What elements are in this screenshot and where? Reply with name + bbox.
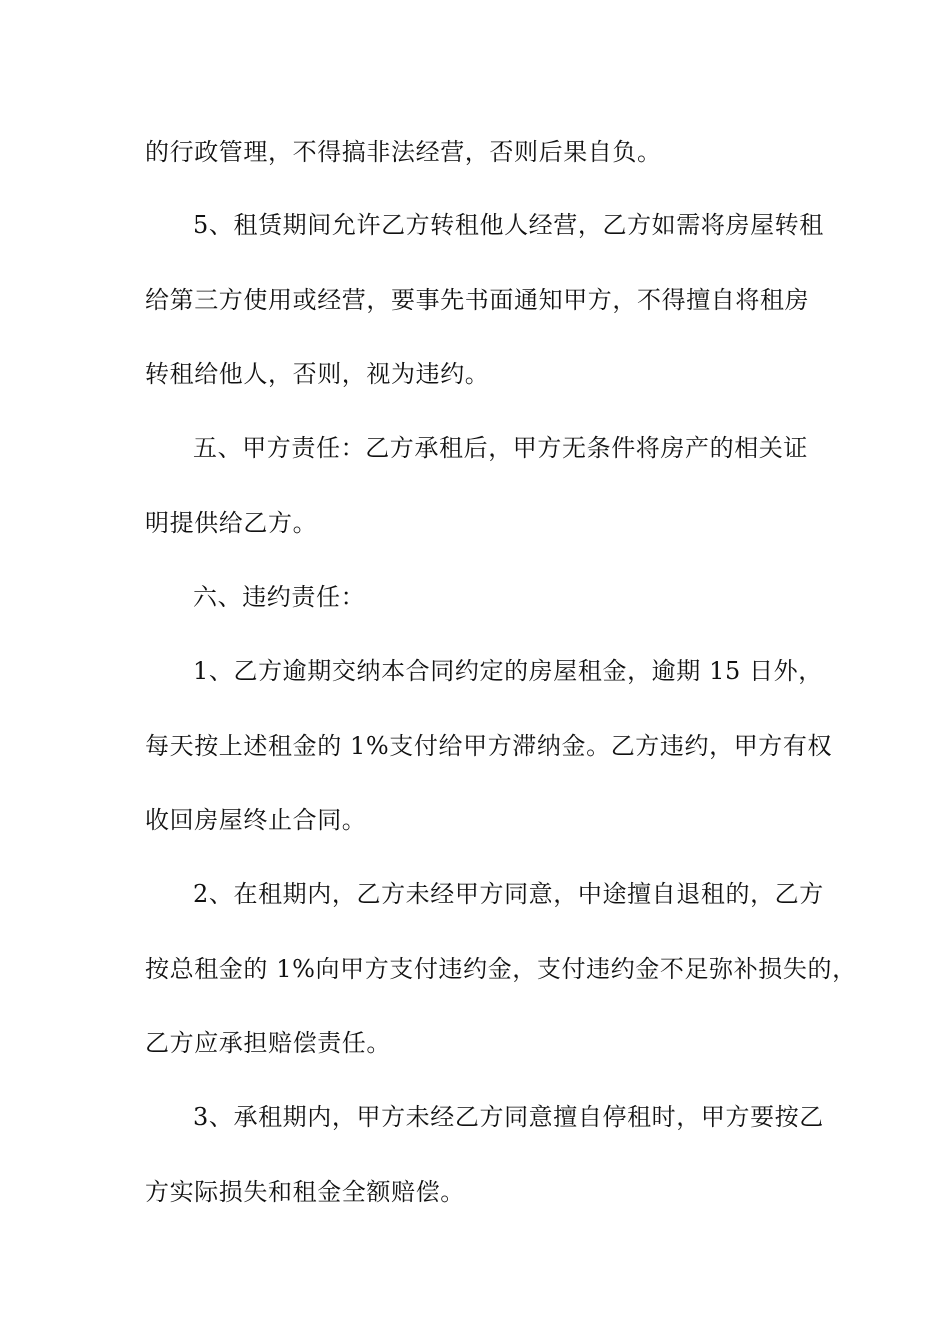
- text-line-4: 转租给他人，否则，视为违约。: [145, 360, 490, 388]
- text-line-10: 收回房屋终止合同。: [145, 806, 367, 834]
- text-line-15: 方实际损失和租金全额赔偿。: [145, 1178, 465, 1206]
- text-line-6: 明提供给乙方。: [145, 509, 318, 537]
- text-line-14: 3、承租期内，甲方未经乙方同意擅自停租时，甲方要按乙: [193, 1103, 824, 1131]
- text-line-9: 每天按上述租金的 1%支付给甲方滞纳金。乙方违约，甲方有权: [145, 732, 833, 760]
- text-line-5: 五、甲方责任：乙方承租后，甲方无条件将房产的相关证: [193, 434, 808, 462]
- text-line-13: 乙方应承担赔偿责任。: [145, 1029, 391, 1057]
- text-line-3: 给第三方使用或经营，要事先书面通知甲方，不得擅自将租房: [145, 286, 810, 314]
- text-line-1: 的行政管理，不得搞非法经营，否则后果自负。: [145, 138, 662, 166]
- text-line-8: 1、乙方逾期交纳本合同约定的房屋租金，逾期 15 日外，: [193, 657, 823, 685]
- text-line-2: 5、租赁期间允许乙方转租他人经营，乙方如需将房屋转租: [193, 211, 824, 239]
- text-line-7: 六、违约责任：: [193, 583, 366, 611]
- text-line-11: 2、在租期内，乙方未经甲方同意，中途擅自退租的，乙方: [193, 880, 824, 908]
- text-line-12: 按总租金的 1%向甲方支付违约金，支付违约金不足弥补损失的，: [145, 955, 857, 983]
